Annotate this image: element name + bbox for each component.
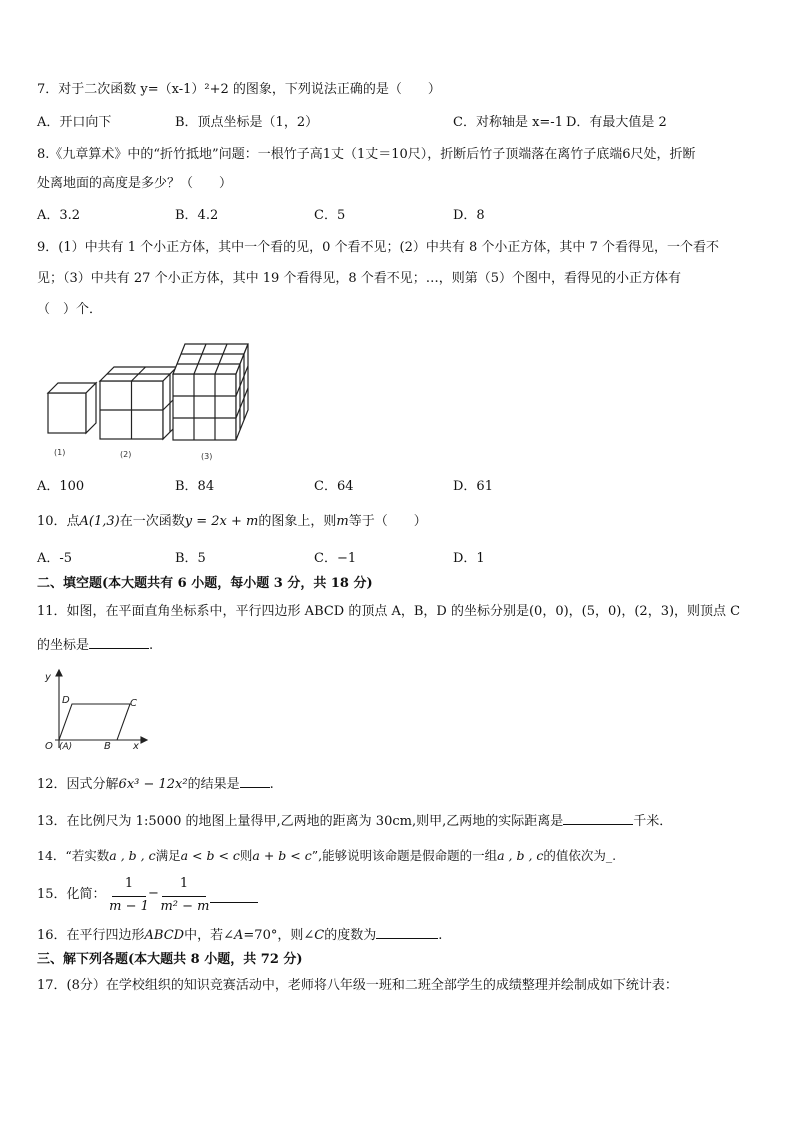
q12-end: .: [269, 777, 274, 792]
q8-option-d[interactable]: D．8: [453, 208, 485, 223]
q12-expression: 6x³ − 12x²: [118, 777, 188, 792]
q11-line2-text: 的坐标是: [37, 638, 90, 653]
q15-prefix: 15．化简：: [37, 887, 106, 902]
q10-mid2: 的图象上，则: [258, 514, 337, 529]
q10-function: y = 2x + m: [184, 514, 259, 529]
q15-numerator-1: 1: [124, 876, 134, 891]
section-2-heading: 二、填空题(本大题共有 6 小题，每小题 3 分，共 18 分): [37, 576, 373, 591]
q14-vars1: a , b , c: [109, 848, 156, 863]
q10-option-b[interactable]: B．5: [175, 551, 206, 566]
q16-shape-name: ABCD: [144, 928, 185, 943]
cube-figure-3: [173, 344, 248, 440]
y-axis-label: y: [45, 672, 51, 683]
q7-option-d[interactable]: D．有最大值是 2: [566, 115, 667, 130]
q16-angle-c: C: [314, 928, 325, 943]
vertex-b-label: B: [104, 741, 111, 752]
q10-prefix: 10．点: [37, 514, 80, 529]
q10-option-a[interactable]: A．-5: [37, 551, 73, 566]
q10-mid: 在一次函数: [119, 514, 185, 529]
q12-answer-blank[interactable]: [240, 773, 270, 788]
q14-p3: 则: [239, 848, 253, 863]
origin-label: O: [45, 741, 53, 752]
q7-option-b[interactable]: B．顶点坐标是（1，2）: [175, 115, 319, 130]
q9-option-c[interactable]: C．64: [314, 479, 354, 494]
q9-cubes-figure: [40, 340, 260, 465]
q14-p5: 的值依次为_.: [543, 848, 617, 863]
x-axis-label: x: [133, 741, 139, 752]
cube-figure-1: [48, 383, 96, 433]
cube-label-2: (2): [120, 450, 132, 459]
q8-line1: 8.《九章算术》中的“折竹抵地”问题：一根竹子高1丈（1丈＝10尺），折断后竹子顶端落在离竹子底端6尺处，折断: [37, 147, 696, 162]
q13-answer-blank[interactable]: [563, 810, 633, 825]
q12-suffix: 的结果是: [187, 777, 240, 792]
q10-option-d[interactable]: D．1: [453, 551, 485, 566]
q11-line2: [37, 634, 153, 656]
cube-label-1: (1): [54, 448, 66, 457]
q15-denominator-2: m² − m: [160, 899, 210, 914]
q15-numerator-2: 1: [179, 876, 189, 891]
q16-stem: [37, 924, 442, 946]
q7-option-a[interactable]: A．开口向下: [37, 115, 112, 130]
q17-stem: 17．(8分）在学校组织的知识竞赛活动中，老师将八年级一班和二班全部学生的成绩整理并绘制成如下统计表：: [37, 978, 678, 993]
q9-line3: （ ）个．: [37, 302, 103, 317]
q12-prefix: 12．因式分解: [37, 777, 119, 792]
cube-label-3: (3): [201, 452, 213, 461]
q10-stem: [37, 512, 427, 532]
q13-unit: 千米．: [633, 814, 673, 829]
q8-option-b[interactable]: B．4.2: [175, 208, 219, 223]
q10-var: m: [336, 514, 349, 529]
q16-angle-a: A: [234, 928, 244, 943]
q13-text: 13．在比例尺为 1:5000 的地图上量得甲,乙两地的距离为 30cm,则甲,乙两地的实际距离是: [37, 814, 564, 829]
vertex-a-label: (A): [59, 742, 73, 752]
q11-answer-blank[interactable]: [89, 634, 149, 649]
vertex-d-label: D: [62, 695, 70, 706]
q14-p4: ”,能够说明该命题是假命题的一组: [311, 848, 498, 863]
q9-line1: 9．(1）中共有 1 个小正方体，其中一个看的见，0 个看不见；(2）中共有 8 个小正方体，其中 7 个看得见，一个看不: [37, 240, 719, 255]
q9-option-b[interactable]: B．84: [175, 479, 215, 494]
q7-stem: 7．对于二次函数 y=（x-1）²+2 的图象，下列说法正确的是（ ）: [37, 82, 441, 97]
q9-option-a[interactable]: A．100: [37, 479, 85, 494]
q8-line2: 处离地面的高度是多少？（ ）: [37, 176, 233, 191]
q10-point: A(1,3): [79, 514, 120, 529]
q9-line2: 见；（3）中共有 27 个小正方体，其中 19 个看得见，8 个看不见；…，则第（5）个图中，看得见的小正方体有: [37, 271, 682, 286]
parallelogram-abcd: [59, 704, 130, 740]
q15-fraction-bar-1: [112, 896, 146, 897]
q15-answer-blank[interactable]: [210, 902, 258, 903]
q14-p2: 满足: [155, 848, 181, 863]
q10-option-c[interactable]: C．−1: [314, 551, 357, 566]
q7-option-c[interactable]: C．对称轴是 x=-1: [453, 115, 563, 130]
q11-line1: 11．如图，在平面直角坐标系中，平行四边形 ABCD 的顶点 A，B，D 的坐标分别是(0，0)，(5，0)，(2，3)，则顶点 C: [37, 604, 741, 619]
q16-prefix: 16．在平行四边形: [37, 928, 145, 943]
q15-minus: −: [148, 886, 159, 901]
q14-p1: 14．“若实数: [37, 848, 110, 863]
q9-option-d[interactable]: D．61: [453, 479, 493, 494]
q10-suffix: 等于（ ）: [348, 514, 427, 529]
cube-figure-2: [100, 367, 177, 439]
q13-stem: [37, 810, 672, 832]
q14-stem: [37, 846, 616, 866]
section-3-heading: 三、解下列各题(本大题共 8 小题，共 72 分): [37, 952, 303, 967]
q16-end: .: [438, 928, 443, 943]
y-axis-arrow-icon: [56, 670, 62, 676]
q11-line2-end: .: [149, 638, 154, 653]
q11-parallelogram-figure: [37, 664, 157, 754]
q16-answer-blank[interactable]: [376, 924, 438, 939]
q15-denominator-1: m − 1: [109, 899, 149, 914]
q16-mid: 中，若∠: [184, 928, 235, 943]
q8-option-a[interactable]: A．3.2: [37, 208, 81, 223]
q14-inequality2: a + b < c: [252, 848, 312, 863]
q8-option-c[interactable]: C．5: [314, 208, 346, 223]
q12-stem: [37, 773, 274, 795]
x-axis-arrow-icon: [141, 737, 147, 743]
q14-vars2: a , b , c: [497, 848, 544, 863]
q15-fraction-bar-2: [162, 896, 206, 897]
q14-inequality1: a < b < c: [180, 848, 240, 863]
q16-suffix: 的度数为: [324, 928, 377, 943]
q16-value: =70°，则∠: [243, 928, 315, 943]
vertex-c-label: C: [130, 698, 137, 709]
